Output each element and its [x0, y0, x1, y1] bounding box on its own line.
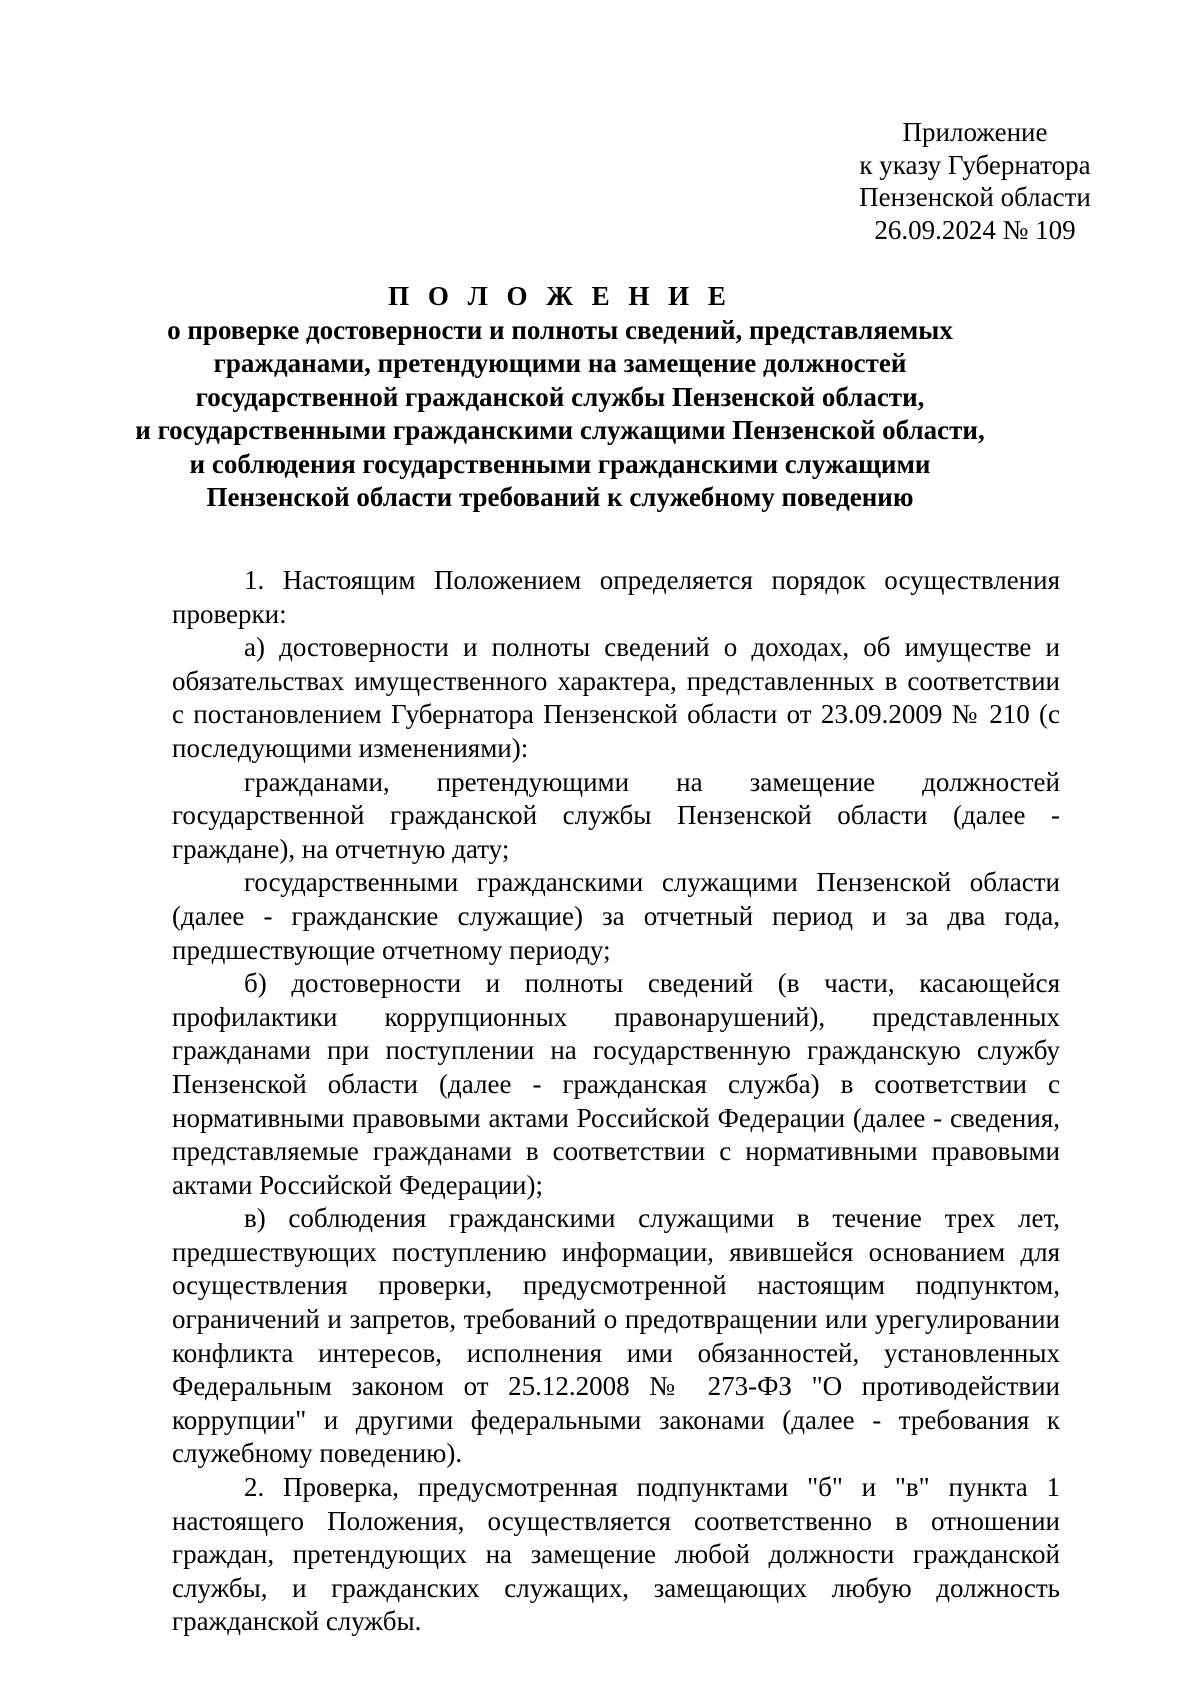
title-line: и соблюдения государственными гражданскими служащими	[189, 448, 931, 479]
appendix-block	[820, 116, 1130, 246]
paragraph-1a-servants: государственными гражданскими служащими Пензенской области (далее - гражданские служащие) за отчетный период и за два года, предшествующие отчетному периоду;	[172, 867, 1060, 965]
title-line: государственной гражданской службы Пензенской области,	[195, 381, 925, 412]
title-line: и государственными гражданскими служащими Пензенской области,	[135, 415, 985, 445]
paragraph-1c: в) соблюдения гражданскими служащими в течение трех лет, предшествующих поступлению информации, явившейся основанием для осуществления проверки, предусмотренной настоящим подпунктом, ограничений и запретов, требований о предотвращении или урегулировании конфликта интересов, исполнения ими обязанностей, установленных Федеральным законом от 25.12.2008 № 273-ФЗ "О противодействии коррупции" и другими федеральными законами (далее - требования к служебному поведению).	[172, 1203, 1060, 1469]
title-line: о проверке достоверности и полноты сведений, представляемых	[167, 314, 953, 345]
appendix-date-number: 26.09.2024 № 109	[874, 214, 1076, 245]
paragraph-1a-citizens: гражданами, претендующими на замещение должностей государственной гражданской службы Пензенской области (далее - граждане), на отчетную дату;	[172, 766, 1060, 864]
title-line: Пензенской области требований к служебному поведению	[206, 482, 914, 512]
title-heading: П О Л О Ж Е Н И Е	[388, 281, 732, 311]
appendix-reference: к указу Губернатора	[859, 149, 1091, 180]
paragraph-1b: б) достоверности и полноты сведений (в части, касающейся профилактики коррупционных правонарушений), представленных гражданами при поступлении на государственную гражданскую службу Пензенской области (далее - гражданская служба) в соответствии с нормативными правовыми актами Российской Федерации (далее - сведения, представляемые гражданами в соответствии с нормативными правовыми актами Российской Федерации);	[172, 968, 1060, 1200]
paragraph-1: 1. Настоящим Положением определяется порядок осуществления проверки:	[172, 565, 1060, 629]
appendix-label: Приложение	[902, 117, 1048, 147]
appendix-region: Пензенской области	[859, 182, 1091, 212]
paragraph-1a: а) достоверности и полноты сведений о доходах, об имуществе и обязательствах имущественного характера, представленных в соответствии с постановлением Губернатора Пензенской области от 23.09.2009 № 210 (с последующими изменениями):	[172, 632, 1060, 763]
paragraph-2: 2. Проверка, предусмотренная подпунктами "б" и "в" пункта 1 настоящего Положения, осуществляется соответственно в отношении граждан, претендующих на замещение любой должности гражданской службы, и гражданских служащих, замещающих любую должность гражданской службы.	[172, 1472, 1060, 1637]
title-line: гражданами, претендующими на замещение должностей	[213, 348, 907, 378]
document-title	[130, 280, 990, 515]
document-body	[172, 564, 1060, 1639]
